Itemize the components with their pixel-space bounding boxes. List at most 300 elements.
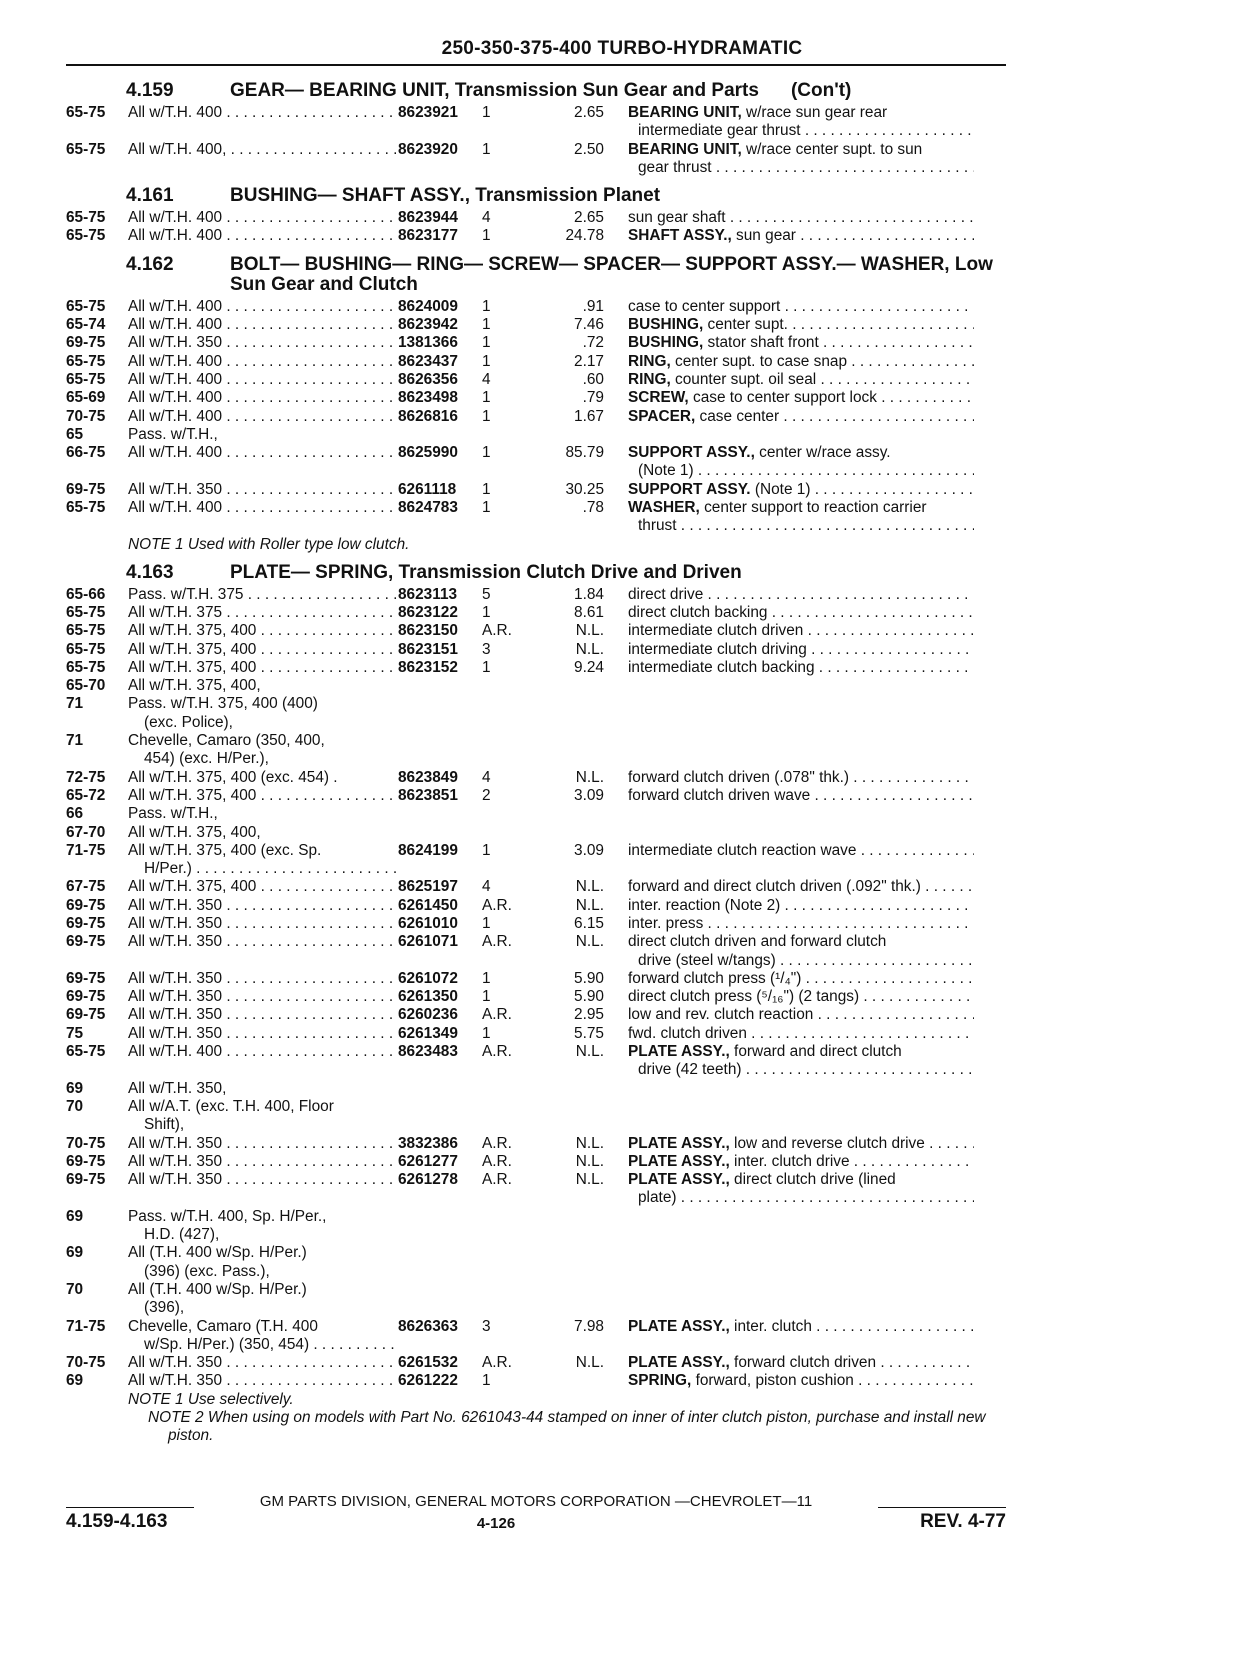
description-text: forward, piston cushion — [691, 1372, 854, 1390]
description-text: w/race sun gear rear — [741, 104, 888, 121]
description — [628, 769, 974, 787]
quantity: 1 — [482, 1372, 491, 1390]
model-cell — [128, 897, 398, 915]
part-number: 8623851 — [398, 786, 458, 804]
description-line — [628, 878, 974, 896]
description-keyword: BEARING UNIT, — [628, 140, 742, 158]
model-line: All w/T.H. 400 . . . — [128, 444, 398, 462]
price: .78 — [582, 499, 604, 517]
description — [628, 1006, 974, 1024]
description-text: inter. clutch — [729, 1317, 812, 1335]
description-line — [628, 1153, 974, 1171]
part-number: 6261118 — [398, 480, 457, 498]
model-cell — [128, 1025, 398, 1043]
quantity: A.R. — [482, 933, 512, 951]
description-line — [628, 659, 974, 677]
model-cell — [128, 141, 398, 178]
model-line: All w/T.H. 400 . . . — [128, 298, 398, 316]
model-line: All w/T.H. 350 . . . — [128, 1006, 398, 1024]
description-keyword: PLATE ASSY., — [628, 1317, 730, 1335]
description-text: inter. reaction (Note 2) — [628, 896, 781, 914]
description — [628, 1171, 974, 1208]
price — [542, 1208, 628, 1245]
quantity: 1 — [482, 988, 491, 1006]
year-range: 70 — [66, 1280, 84, 1298]
description-line — [628, 1025, 974, 1043]
model-cell — [128, 988, 398, 1006]
footnote: NOTE 1 Use selectively. — [128, 1390, 294, 1408]
table-row — [66, 141, 1026, 178]
table-row — [66, 1025, 1026, 1043]
table-row — [66, 389, 1026, 407]
table-row — [66, 824, 1026, 842]
price: N.L. — [575, 1043, 604, 1061]
quantity — [482, 824, 542, 842]
quantity — [482, 426, 542, 444]
table-row — [66, 622, 1026, 640]
price: N.L. — [575, 1134, 604, 1152]
part-number: 8626816 — [398, 407, 458, 425]
description-text: intermediate clutch driven — [628, 622, 804, 640]
table-row — [66, 444, 1026, 481]
model-cell — [128, 209, 398, 227]
year-range: 69 — [66, 1372, 84, 1390]
table-row — [66, 209, 1026, 227]
year-range: 65-69 — [66, 389, 106, 407]
part-number: 8626363 — [398, 1317, 458, 1335]
description-keyword: RING, — [628, 370, 671, 388]
description — [628, 426, 974, 444]
section-title — [230, 186, 1026, 206]
price: N.L. — [575, 878, 604, 896]
price: 30.25 — [565, 480, 604, 498]
table-row — [66, 842, 1026, 879]
model-line: All w/T.H. 375, 400, — [128, 677, 261, 695]
price — [542, 426, 628, 444]
quantity: 1 — [482, 316, 491, 334]
title-rule — [66, 64, 1006, 66]
quantity: A.R. — [482, 896, 512, 914]
quantity: 1 — [482, 104, 491, 121]
model-cell — [128, 769, 398, 787]
year-range: 65-75 — [66, 622, 106, 640]
model-cell — [128, 298, 398, 316]
part-number — [398, 695, 482, 732]
model-line: All w/T.H. 400 . . . — [128, 104, 398, 122]
model-line: All w/T.H. 400, . . . — [128, 141, 398, 159]
description-line — [628, 897, 974, 915]
year-range: 65-75 — [66, 227, 106, 245]
section-title — [230, 255, 1026, 295]
year-range: 69-75 — [66, 969, 106, 987]
model-cell — [128, 353, 398, 371]
model-cell — [128, 1080, 398, 1098]
description — [628, 371, 974, 389]
description-line — [628, 334, 974, 352]
description-text: fwd. clutch driven — [628, 1024, 747, 1042]
part-number: 8623944 — [398, 209, 458, 227]
model-line: 454) (exc. H/Per.), — [144, 750, 269, 768]
description — [628, 353, 974, 371]
model-line: All w/T.H. 350 . . . — [128, 915, 398, 933]
description-line — [628, 104, 974, 122]
price: 3.09 — [574, 841, 604, 859]
quantity: 1 — [482, 499, 491, 517]
model-cell — [128, 389, 398, 407]
description — [628, 298, 974, 316]
price: 85.79 — [565, 444, 604, 462]
price: 1.67 — [574, 407, 604, 425]
part-number — [398, 1098, 482, 1135]
footer-revision: REV. 4-77 — [920, 1511, 1006, 1532]
model-line: All w/T.H. 400 . . . — [128, 499, 398, 517]
table-row — [66, 353, 1026, 371]
model-cell — [128, 499, 398, 536]
model-cell — [128, 805, 398, 823]
table-row — [66, 334, 1026, 352]
description-line — [628, 444, 974, 462]
part-number — [398, 1281, 482, 1318]
model-cell — [128, 677, 398, 695]
part-number — [398, 1080, 482, 1098]
description-line — [628, 970, 974, 988]
table-row — [66, 316, 1026, 334]
price: N.L. — [575, 933, 604, 951]
quantity: A.R. — [482, 622, 512, 640]
table-row — [66, 426, 1026, 444]
table-row — [66, 659, 1026, 677]
model-cell — [128, 622, 398, 640]
model-cell — [128, 1281, 398, 1318]
part-number: 6261349 — [398, 1024, 458, 1042]
year-range: 71 — [66, 732, 84, 750]
description-text: direct clutch driven and forward clutch — [628, 933, 887, 951]
model-line: w/Sp. H/Per.) (350, 454) . . . — [128, 1336, 398, 1354]
price — [542, 1372, 628, 1390]
table-row — [66, 787, 1026, 805]
description-keyword: SPRING, — [628, 1372, 692, 1390]
page-title: 250-350-375-400 TURBO-HYDRAMATIC — [441, 38, 803, 59]
model-line: All w/T.H. 375, 400 . . . — [128, 641, 398, 659]
price — [542, 1244, 628, 1281]
section-title-text: PLATE— SPRING, Transmission Clutch Drive and Driven — [230, 561, 742, 583]
model-cell — [128, 1354, 398, 1372]
table-row — [66, 227, 1026, 245]
table-row — [66, 897, 1026, 915]
model-line: All w/T.H. 350 . . . — [128, 1372, 398, 1390]
model-cell — [128, 824, 398, 842]
section-number: 4.161 — [126, 185, 174, 207]
model-cell — [128, 426, 398, 444]
description — [628, 499, 974, 536]
model-line: All w/T.H. 375, 400 . . . — [128, 622, 398, 640]
description-keyword: PLATE ASSY., — [628, 1134, 730, 1152]
table-row — [66, 1208, 1026, 1245]
model-cell — [128, 1043, 398, 1080]
part-number: 6261010 — [398, 914, 458, 932]
description-keyword: PLATE ASSY., — [628, 1354, 730, 1372]
model-line: Chevelle, Camaro (T.H. 400 — [128, 1317, 318, 1335]
year-range: 65-75 — [66, 640, 106, 658]
price: .91 — [582, 297, 604, 315]
section-title-text: BOLT— BUSHING— RING— SCREW— SPACER— SUPPORT ASSY.— WASHER, Low Sun Gear and Clutch — [230, 253, 993, 295]
footer-section-range: 4.159-4.163 — [66, 1511, 168, 1532]
model-cell — [128, 970, 398, 988]
model-line: All w/T.H. 400 . . . — [128, 371, 398, 389]
description-line — [628, 209, 974, 227]
section-number: 4.159 — [126, 80, 174, 101]
table-row — [66, 732, 1026, 769]
table-row — [66, 298, 1026, 316]
model-cell — [128, 604, 398, 622]
quantity: A.R. — [482, 1134, 512, 1152]
table-row — [66, 1006, 1026, 1024]
description-text: counter supt. oil seal — [670, 370, 817, 388]
description — [628, 1281, 974, 1318]
part-number: 8625197 — [398, 878, 458, 896]
description-keyword: PLATE ASSY., — [628, 1171, 730, 1189]
description-text: direct clutch press (⁵/₁₆") (2 tangs) — [628, 988, 860, 1006]
description — [628, 586, 974, 604]
quantity: 1 — [482, 969, 491, 987]
year-range: 65-70 — [66, 677, 106, 695]
model-line: Pass. w/T.H. 400, Sp. H/Per., — [128, 1207, 327, 1225]
quantity: 1 — [482, 297, 491, 315]
model-line: All w/T.H. 375, 400 (exc. 454) . — [128, 768, 338, 786]
model-line: H/Per.) . . . — [128, 860, 398, 878]
year-range: 69-75 — [66, 334, 106, 352]
table-row — [66, 104, 1026, 141]
description-line — [628, 1135, 974, 1153]
description — [628, 805, 974, 823]
part-number: 8623113 — [398, 585, 458, 603]
price: 2.65 — [574, 209, 604, 227]
quantity — [482, 1080, 542, 1098]
description-keyword: SUPPORT ASSY., — [628, 444, 755, 462]
description-continuation: drive (42 teeth) . . . — [628, 1061, 974, 1079]
quantity: 1 — [482, 352, 491, 370]
parts-listing — [66, 72, 1026, 1445]
model-line: Pass. w/T.H., — [128, 805, 218, 823]
year-range: 69-75 — [66, 1171, 106, 1189]
part-number: 8626356 — [398, 370, 458, 388]
description-line — [628, 353, 974, 371]
table-row — [66, 371, 1026, 389]
table-row — [66, 970, 1026, 988]
description-text: stator shaft front — [703, 334, 819, 352]
model-line: All w/A.T. (exc. T.H. 400, Floor — [128, 1097, 334, 1115]
description — [628, 316, 974, 334]
part-number: 8623437 — [398, 352, 458, 370]
description — [628, 227, 974, 245]
description-text: direct clutch drive (lined — [729, 1171, 896, 1189]
description — [628, 1244, 974, 1281]
model-line: All w/T.H. 400 . . . — [128, 353, 398, 371]
model-line: All w/T.H. 350 . . . — [128, 481, 398, 499]
price: N.L. — [575, 1152, 604, 1170]
part-number — [398, 426, 482, 444]
part-number — [398, 1208, 482, 1245]
description-line — [628, 371, 974, 389]
model-line: (396) (exc. Pass.), — [144, 1262, 270, 1280]
description-line — [628, 988, 974, 1006]
model-cell — [128, 1208, 398, 1245]
section-number: 4.162 — [126, 253, 174, 275]
description — [628, 408, 974, 426]
description-line — [628, 622, 974, 640]
model-cell — [128, 1372, 398, 1390]
quantity: 3 — [482, 1317, 491, 1335]
footer-page-number: 4-126 — [476, 1515, 516, 1532]
quantity: A.R. — [482, 1043, 512, 1061]
quantity: 5 — [482, 585, 491, 603]
description — [628, 970, 974, 988]
description-text: w/race center supt. to sun — [741, 140, 923, 158]
part-number: 8624199 — [398, 841, 458, 859]
part-number: 6261450 — [398, 896, 458, 914]
table-row — [66, 695, 1026, 732]
description — [628, 444, 974, 481]
year-range: 70 — [66, 1097, 84, 1115]
part-number: 6261277 — [398, 1152, 458, 1170]
year-range: 65-75 — [66, 209, 106, 227]
description-text: intermediate clutch reaction wave — [628, 841, 857, 859]
price: .60 — [582, 370, 604, 388]
price: 3.09 — [574, 786, 604, 804]
model-cell — [128, 1318, 398, 1355]
model-line: Pass. w/T.H. 375 . . . — [128, 586, 398, 604]
description-line — [628, 604, 974, 622]
part-number: 8623483 — [398, 1043, 458, 1061]
quantity: A.R. — [482, 1354, 512, 1372]
description — [628, 1354, 974, 1372]
description — [628, 732, 974, 769]
year-range: 70-75 — [66, 1134, 106, 1152]
year-range: 70-75 — [66, 407, 106, 425]
price: 7.46 — [574, 316, 604, 334]
description-line — [628, 389, 974, 407]
quantity: 1 — [482, 140, 491, 158]
price: 8.61 — [574, 603, 604, 621]
price: 2.65 — [574, 104, 604, 121]
description-text: direct drive — [628, 585, 704, 603]
description-text: center w/race assy. — [754, 444, 891, 462]
year-range: 67-70 — [66, 823, 106, 841]
year-range: 69-75 — [66, 914, 106, 932]
part-number — [398, 824, 482, 842]
model-line: Shift), — [144, 1116, 185, 1134]
description — [628, 1025, 974, 1043]
table-row — [66, 604, 1026, 622]
description-keyword: PLATE ASSY., — [628, 1043, 730, 1061]
year-range: 71 — [66, 695, 84, 713]
description — [628, 141, 974, 178]
quantity: 1 — [482, 841, 491, 859]
quantity: 4 — [482, 768, 491, 786]
model-cell — [128, 787, 398, 805]
table-row — [66, 1043, 1026, 1080]
price — [542, 824, 628, 842]
description-line — [628, 1171, 974, 1189]
description-continuation: gear thrust . . . — [628, 159, 974, 177]
price — [542, 677, 628, 695]
price: 5.90 — [574, 988, 604, 1006]
model-cell — [128, 227, 398, 245]
description — [628, 1208, 974, 1245]
quantity: 2 — [482, 786, 491, 804]
year-range: 69 — [66, 1207, 84, 1225]
quantity: 1 — [482, 603, 491, 621]
description-text: direct clutch backing — [628, 603, 768, 621]
description-text: forward clutch driven wave — [628, 786, 811, 804]
table-row — [66, 499, 1026, 536]
price: 5.75 — [574, 1024, 604, 1042]
description-line — [628, 1006, 974, 1024]
part-number: 8623152 — [398, 658, 458, 676]
price: 7.98 — [574, 1317, 604, 1335]
description-text: forward clutch driven (.078" thk.) — [628, 768, 850, 786]
table-row — [66, 1098, 1026, 1135]
description-continuation: intermediate gear thrust . . . — [628, 122, 974, 140]
description-line — [628, 769, 974, 787]
model-line: All w/T.H. 375 . . . — [128, 604, 398, 622]
section-heading — [66, 563, 1026, 583]
section-heading — [66, 81, 1026, 101]
model-cell — [128, 481, 398, 499]
year-range: 69-75 — [66, 1006, 106, 1024]
part-number: 8623921 — [398, 104, 458, 121]
table-row — [66, 1281, 1026, 1318]
model-line: All w/T.H. 400 . . . — [128, 389, 398, 407]
year-range: 71-75 — [66, 841, 106, 859]
description-keyword: BEARING UNIT, — [628, 104, 742, 121]
table-row — [66, 1354, 1026, 1372]
description-text: case to center support — [628, 297, 781, 315]
year-range: 65-75 — [66, 104, 106, 121]
model-cell — [128, 1153, 398, 1171]
description-line — [628, 1043, 974, 1061]
description-keyword: PLATE ASSY., — [628, 1152, 730, 1170]
year-range: 65-75 — [66, 658, 106, 676]
quantity: 1 — [482, 227, 491, 245]
part-number: 8623122 — [398, 603, 458, 621]
model-cell — [128, 444, 398, 481]
part-number: 6260236 — [398, 1006, 458, 1024]
model-line: All w/T.H. 350 . . . — [128, 988, 398, 1006]
section-continued: (Con't) — [790, 80, 852, 101]
part-number: 8624009 — [398, 297, 458, 315]
table-row — [66, 677, 1026, 695]
description — [628, 209, 974, 227]
description — [628, 389, 974, 407]
year-range: 69 — [66, 1244, 84, 1262]
year-range: 65-75 — [66, 603, 106, 621]
description — [628, 824, 974, 842]
part-number: 8623177 — [398, 227, 458, 245]
part-number: 8623849 — [398, 768, 458, 786]
price: 2.17 — [574, 352, 604, 370]
part-number: 6261278 — [398, 1171, 458, 1189]
description-line — [628, 298, 974, 316]
price: N.L. — [575, 1354, 604, 1372]
description-keyword: RING, — [628, 352, 671, 370]
price: 9.24 — [574, 658, 604, 676]
description — [628, 1043, 974, 1080]
description-text: sun gear shaft — [628, 209, 726, 227]
quantity: 3 — [482, 640, 491, 658]
description — [628, 1080, 974, 1098]
model-line: All w/T.H. 400 . . . — [128, 227, 398, 245]
